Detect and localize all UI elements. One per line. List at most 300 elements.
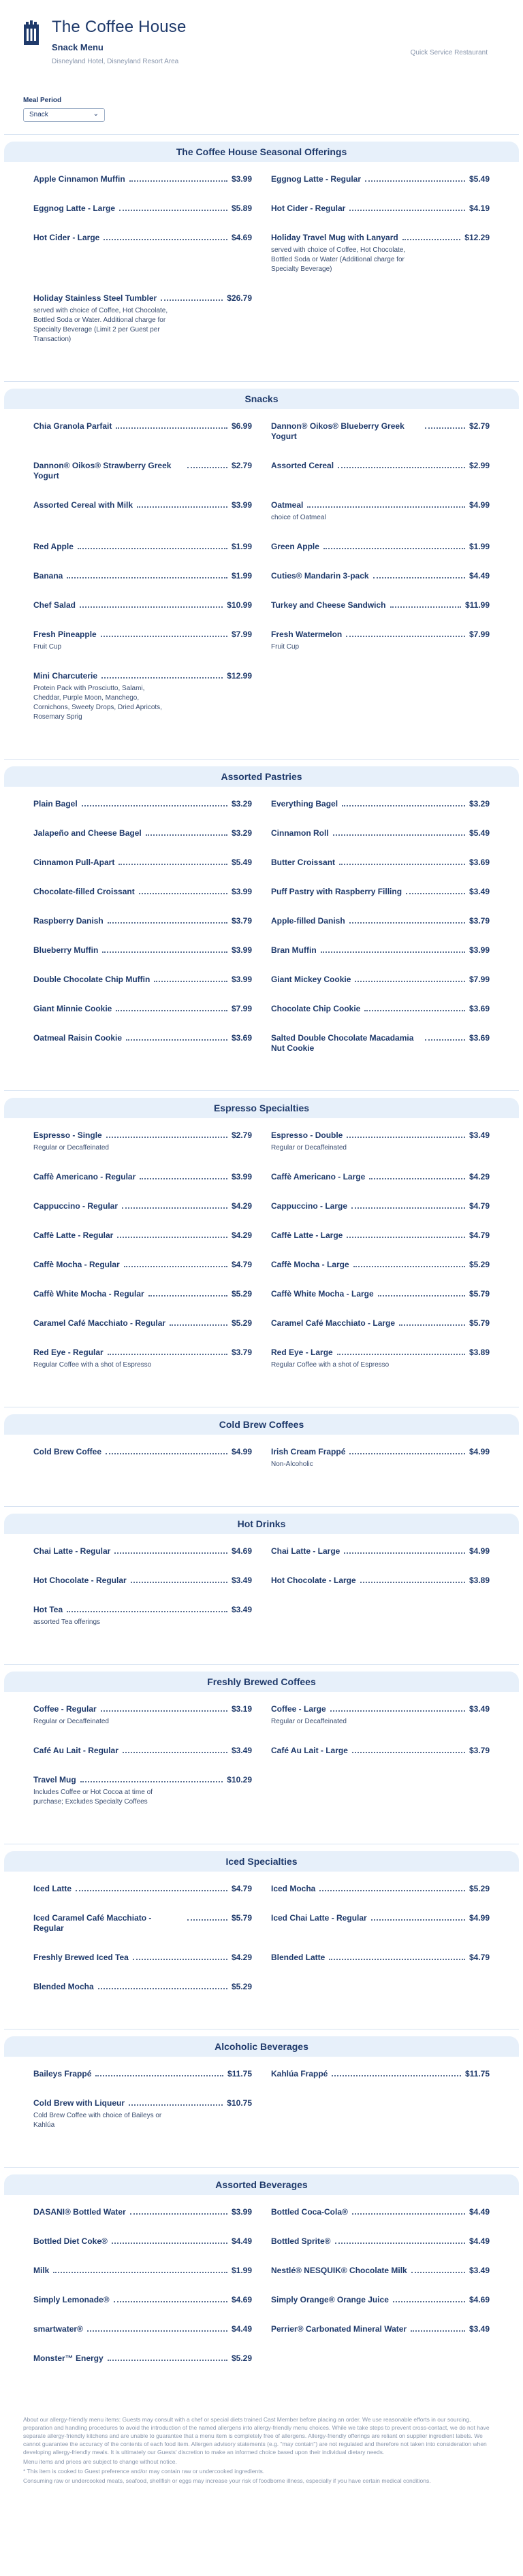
menu-item (271, 1576, 490, 1605)
menu-item-price: $3.79 (469, 1746, 490, 1755)
menu-item-name: Red Apple (33, 542, 74, 551)
menu-item (271, 975, 490, 1004)
menu-item-row (33, 828, 252, 838)
section-items (4, 1435, 519, 1494)
menu-item-price: $3.79 (231, 916, 252, 926)
menu-item-name: Red Eye - Regular (33, 1348, 104, 1357)
menu-item-row (33, 571, 252, 581)
menu-item-name: Cinnamon Roll (271, 828, 329, 838)
menu-item-row (33, 1953, 252, 1963)
menu-item-price: $4.49 (231, 2324, 252, 2334)
menu-item-price: $3.49 (231, 1746, 252, 1755)
menu-item-price: $10.75 (227, 2098, 252, 2108)
menu-item-row (33, 174, 252, 184)
menu-item-price: $3.49 (469, 1130, 490, 1140)
allergy-disclaimer (23, 2415, 500, 2485)
menu-item-row (33, 2266, 252, 2276)
menu-item-name: Chef Salad (33, 600, 76, 610)
menu-item-price: $10.99 (227, 600, 252, 610)
dot-leader (161, 293, 223, 301)
dot-leader (364, 1004, 465, 1011)
menu-item-name: Cold Brew with Liqueur (33, 2098, 125, 2108)
menu-item-row (271, 1704, 490, 1714)
dot-leader (78, 542, 227, 549)
menu-item-row (271, 2295, 490, 2305)
menu-item-name: Bran Muffin (271, 945, 317, 955)
menu-item (271, 1546, 490, 1576)
menu-item (271, 1172, 490, 1201)
menu-item-price: $4.29 (469, 1172, 490, 1181)
menu-item (33, 233, 252, 293)
dot-leader (323, 542, 465, 549)
dot-leader (139, 887, 227, 894)
menu-item-row (33, 1289, 252, 1299)
dot-leader (104, 233, 227, 240)
dot-leader (406, 887, 465, 894)
dot-leader (170, 1318, 227, 1326)
menu-item-price: $4.99 (469, 1546, 490, 1556)
section-items (4, 2195, 519, 2388)
section-items (4, 1872, 519, 2017)
menu-item-price: $1.99 (231, 542, 252, 551)
menu-item-price: $11.99 (464, 600, 490, 610)
dot-leader (330, 1704, 465, 1712)
menu-item-row (271, 174, 490, 184)
menu-item-name: Espresso - Single (33, 1130, 102, 1140)
menu-item-price: $4.79 (469, 1201, 490, 1211)
menu-item-row (33, 887, 252, 897)
dot-leader (87, 2324, 227, 2332)
menu-item-name: Assorted Cereal with Milk (33, 500, 133, 510)
menu-item (271, 1004, 490, 1033)
menu-item-row (33, 1884, 252, 1894)
menu-item (271, 799, 490, 828)
dot-leader (102, 945, 227, 953)
menu-item-row (33, 1348, 252, 1358)
menu-item (33, 203, 252, 233)
dot-leader (129, 2098, 223, 2106)
menu-item-name: Jalapeño and Cheese Bagel (33, 828, 142, 838)
dot-leader (425, 421, 465, 429)
menu-item-price: $4.29 (231, 1230, 252, 1240)
menu-item-name: Bottled Sprite® (271, 2236, 331, 2246)
menu-item-price: $3.99 (469, 945, 490, 955)
menu-item (33, 1704, 252, 1746)
restaurant-name: The Coffee House (52, 18, 187, 36)
menu-item-name: Iced Caramel Café Macchiato - Regular (33, 1913, 152, 1933)
menu-item-name: Dannon® Oikos® Blueberry Greek Yogurt (271, 421, 405, 441)
chevron-down-icon: ⌄ (93, 110, 99, 118)
menu-item-price: $3.49 (469, 2324, 490, 2334)
menu-section (4, 2029, 519, 2155)
dot-leader (337, 1348, 465, 1355)
dot-leader (339, 858, 465, 865)
dot-leader (114, 2295, 227, 2302)
menu-item (33, 1576, 252, 1605)
menu-item-row (33, 858, 252, 868)
menu-item-name: Cappuccino - Large (271, 1201, 348, 1211)
menu-item (33, 1546, 252, 1576)
menu-item-name: Puff Pastry with Raspberry Filling (271, 887, 402, 896)
menu-section (4, 134, 519, 369)
menu-item-description: Regular or Decaffeinated (271, 1144, 347, 1152)
menu-item-row (33, 2353, 252, 2364)
menu-item-row (33, 1982, 252, 1992)
menu-item-name: Milk (33, 2266, 50, 2275)
menu-item-description: Fruit Cup (33, 643, 62, 651)
dot-leader (342, 799, 465, 806)
menu-item-name: Hot Cider - Large (33, 233, 100, 242)
menu-item-price: $5.79 (469, 1289, 490, 1299)
menu-item-row (271, 421, 490, 442)
menu-item (33, 1004, 252, 1033)
menu-item-row (271, 1884, 490, 1894)
menu-item-row (271, 571, 490, 581)
menu-item-name: Nestlé® NESQUIK® Chocolate Milk (271, 2266, 407, 2275)
dot-leader (369, 1172, 465, 1179)
menu-section (4, 1844, 519, 2017)
menu-item-row (271, 542, 490, 552)
menu-item (33, 1447, 252, 1488)
menu-item-row (271, 203, 490, 214)
menu-item-row (271, 1260, 490, 1270)
menu-item-price: $4.69 (469, 2295, 490, 2304)
menu-section (4, 1506, 519, 1652)
menu-item-price: $3.79 (469, 916, 490, 926)
menu-item-description: choice of Oatmeal (271, 514, 326, 521)
menu-item-price: $3.29 (469, 799, 490, 809)
menu-item-price: $5.49 (469, 174, 490, 184)
menu-item (271, 828, 490, 858)
menu-item-row (33, 2207, 252, 2217)
menu-item (33, 799, 252, 828)
menu-item (33, 1130, 252, 1172)
menu-item-price: $4.69 (231, 1546, 252, 1556)
menu-item-price: $5.29 (231, 1318, 252, 1328)
menu-item-name: Holiday Stainless Steel Tumbler (33, 293, 157, 303)
menu-item-name: Caramel Café Macchiato - Regular (33, 1318, 166, 1328)
menu-item-name: Caffè White Mocha - Large (271, 1289, 374, 1299)
menu-item-price: $11.75 (227, 2069, 252, 2078)
menu-item-name: Chai Latte - Large (271, 1546, 340, 1556)
menu-item-name: Cold Brew Coffee (33, 1447, 102, 1456)
meal-period-filter (0, 97, 523, 122)
menu-item-price: $5.79 (469, 1318, 490, 1328)
menu-item-row (271, 600, 490, 610)
menu-item (33, 1172, 252, 1201)
menu-item-row (271, 2207, 490, 2217)
menu-item-row (33, 600, 252, 610)
dot-leader (126, 1033, 227, 1041)
menu-item (33, 2098, 252, 2149)
menu-item-name: Giant Mickey Cookie (271, 975, 351, 984)
menu-item-name: Chai Latte - Regular (33, 1546, 111, 1556)
dot-leader (329, 1953, 465, 1960)
menu-item-price: $7.99 (469, 630, 490, 639)
menu-item-price: $4.79 (231, 1884, 252, 1893)
menu-item (33, 1884, 252, 1913)
dot-leader (123, 1746, 227, 1753)
disclaimer-paragraph: About our allergy-friendly menu items: Guests may consult with a chef or special diets trained Cast Member before placing an order. We use reasonable efforts in our sourcing, preparation and handling procedures to avoid the introduction of the named allergens into allergy-friendly menu choices. While we take steps to prevent cross-contact, we do not have separate allergy-friendly kitchens and are unable to guarantee that a menu item is completely free of allergens. Allergy-friendly offerings are reliant on supplier ingredient labels. We cannot guarantee the accuracy of the contents of each food item. Allergen advisory statements (e.g. "may contain") are not regulated and therefore not taken into consideration when developing allergy-friendly meals. It is ultimately our Guests' discretion to make an informed choice based upon their individual dietary needs. (23, 2416, 490, 2456)
menu-section (4, 1090, 519, 1395)
menu-item-name: Baileys Frappé (33, 2069, 92, 2078)
menu-item-description: assorted Tea offerings (33, 1618, 101, 1626)
menu-item-price: $5.29 (231, 1289, 252, 1299)
menu-item (33, 461, 252, 500)
dot-leader (130, 2207, 227, 2215)
section-items (4, 1534, 519, 1652)
dot-leader (335, 2236, 465, 2244)
section-title: Snacks (4, 389, 519, 409)
dot-leader (307, 500, 465, 508)
menu-item-row (271, 799, 490, 809)
menu-item-price: $3.49 (469, 1704, 490, 1714)
menu-item (271, 1913, 490, 1953)
menu-item-name: Banana (33, 571, 63, 581)
dot-leader (118, 858, 227, 865)
menu-item (271, 174, 490, 203)
menu-item-description: Regular or Decaffeinated (271, 1718, 347, 1725)
menu-item-row (271, 1130, 490, 1141)
menu-item-row (271, 2324, 490, 2334)
menu-item-price: $3.69 (469, 1004, 490, 1013)
menu-item (271, 1130, 490, 1172)
menu-item-row (271, 1576, 490, 1586)
menu-item-name: Caramel Café Macchiato - Large (271, 1318, 396, 1328)
dot-leader (353, 1260, 465, 1267)
dot-leader (390, 600, 461, 608)
menu-item-name: Hot Chocolate - Large (271, 1576, 356, 1585)
dot-leader (402, 233, 461, 240)
menu-item-name: Caffè Latte - Regular (33, 1230, 114, 1240)
menu-item-description: Cold Brew Coffee with choice of Baileys or Kahlúa (33, 2112, 162, 2129)
dot-leader (117, 1230, 227, 1238)
dot-leader (425, 1033, 465, 1041)
dot-leader (347, 1230, 465, 1238)
menu-item (33, 630, 252, 671)
dot-leader (80, 600, 223, 608)
menu-item-row (271, 828, 490, 838)
menu-item-name: Bottled Coca-Cola® (271, 2207, 348, 2217)
meal-period-value: Snack (29, 111, 48, 118)
menu-item (33, 542, 252, 571)
menu-item (33, 1318, 252, 1348)
menu-item (271, 233, 490, 293)
menu-item-price: $3.49 (231, 1576, 252, 1585)
menu-item-name: Perrier® Carbonated Mineral Water (271, 2324, 407, 2334)
menu-item-price: $3.79 (231, 1348, 252, 1357)
menu-item (33, 1260, 252, 1289)
menu-item-price: $3.99 (231, 2207, 252, 2217)
menu-item (271, 2236, 490, 2266)
menu-section (4, 1407, 519, 1494)
menu-item-row (33, 233, 252, 243)
menu-item-price: $4.49 (469, 571, 490, 581)
menu-item-name: Apple-filled Danish (271, 916, 345, 926)
menu-item-price: $3.99 (231, 500, 252, 510)
section-title: Assorted Pastries (4, 766, 519, 787)
menu-item-row (33, 1576, 252, 1586)
dot-leader (101, 630, 227, 637)
dot-leader (411, 2266, 465, 2273)
section-title: The Coffee House Seasonal Offerings (4, 142, 519, 162)
restaurant-location: Disneyland Hotel, Disneyland Resort Area (52, 58, 179, 65)
disclaimer-paragraph: Consuming raw or undercooked meats, seafood, shellfish or eggs may increase your risk of foodborne illness, especially if you have certain medical conditions. (23, 2477, 431, 2484)
menu-item-row (271, 887, 490, 897)
menu-item (33, 600, 252, 630)
menu-item-row (33, 916, 252, 926)
dot-leader (332, 2069, 461, 2076)
menu-item (271, 1704, 490, 1746)
menu-item-price: $4.79 (469, 1953, 490, 1962)
menu-item-name: Oatmeal Raisin Cookie (33, 1033, 123, 1043)
menu-item-price: $3.69 (469, 1033, 490, 1043)
menu-item-row (271, 1746, 490, 1756)
dot-leader (140, 1172, 227, 1179)
menu-item-row (271, 1289, 490, 1299)
disclaimer-paragraph: * This item is cooked to Guest preference and/or may contain raw or undercooked ingredients. (23, 2468, 265, 2475)
dot-leader (116, 421, 227, 429)
menu-item-row (33, 1201, 252, 1211)
castle-logo-icon (23, 20, 39, 45)
menu-item-price: $5.29 (231, 1982, 252, 1991)
menu-item (271, 1953, 490, 1982)
menu-item-row (33, 421, 252, 431)
menu-item-row (33, 1704, 252, 1714)
menu-item-row (33, 1172, 252, 1182)
section-title: Hot Drinks (4, 1514, 519, 1534)
menu-item (271, 1318, 490, 1348)
menu-item-price: $3.89 (469, 1348, 490, 1357)
menu-item-row (33, 542, 252, 552)
menu-item (33, 1605, 252, 1646)
dot-leader (101, 671, 223, 679)
menu-item (33, 1289, 252, 1318)
dot-leader (333, 828, 465, 836)
dot-leader (80, 1775, 223, 1782)
menu-item-price: $2.79 (231, 461, 252, 470)
menu-item-price: $2.99 (469, 461, 490, 470)
menu-section (4, 381, 519, 747)
menu-item-row (33, 671, 252, 681)
menu-item-row (33, 799, 252, 809)
dot-leader (112, 2236, 227, 2244)
menu-item (33, 2207, 252, 2236)
menu-item-price: $6.99 (231, 421, 252, 431)
section-items (4, 2057, 519, 2155)
menu-item-price: $5.79 (231, 1913, 252, 1923)
menu-item-name: Café Au Lait - Large (271, 1746, 348, 1755)
menu-item-row (33, 293, 252, 304)
menu-item (271, 1033, 490, 1073)
menu-item-row (33, 2098, 252, 2108)
dot-leader (108, 2353, 227, 2361)
menu-item (33, 1201, 252, 1230)
dot-leader (187, 1913, 227, 1921)
dot-leader (76, 1884, 227, 1891)
section-items (4, 1118, 519, 1395)
meal-period-select[interactable] (23, 108, 105, 122)
menu-item-name: Coffee - Regular (33, 1704, 97, 1714)
menu-item-price: $5.29 (469, 1260, 490, 1269)
menu-item-name: Dannon® Oikos® Strawberry Greek Yogurt (33, 461, 172, 480)
menu-item-row (271, 945, 490, 956)
menu-item-price: $4.99 (469, 1447, 490, 1456)
menu-item-price: $5.49 (469, 828, 490, 838)
dot-leader (131, 1576, 227, 1583)
dot-leader (371, 1913, 465, 1921)
menu-item-name: Hot Chocolate - Regular (33, 1576, 127, 1585)
menu-item (33, 2353, 252, 2383)
menu-item-row (33, 1605, 252, 1615)
service-type: Quick Service Restaurant (410, 49, 488, 56)
menu-item-name: Double Chocolate Chip Muffin (33, 975, 150, 984)
section-title: Alcoholic Beverages (4, 2036, 519, 2057)
menu-item-row (271, 233, 490, 243)
menu-item-price: $3.29 (231, 828, 252, 838)
menu-item-price: $26.79 (227, 293, 252, 303)
menu-item (271, 600, 490, 630)
dot-leader (411, 2324, 465, 2332)
menu-item (33, 1746, 252, 1775)
menu-item-description: Regular Coffee with a shot of Espresso (271, 1361, 390, 1369)
menu-item-row (33, 2236, 252, 2247)
dot-leader (344, 1546, 465, 1554)
menu-item-row (271, 1546, 490, 1556)
menu-item (33, 293, 252, 363)
menu-item-row (33, 1775, 252, 1785)
menu-item-row (271, 916, 490, 926)
menu-item-description: served with choice of Coffee, Hot Chocolate, Bottled Soda or Water (Additional charge for Specialty Beverage) (271, 246, 406, 273)
menu-item-price: $1.99 (231, 571, 252, 581)
menu-item (33, 500, 252, 542)
menu-item (33, 858, 252, 887)
menu-item-name: Cinnamon Pull-Apart (33, 858, 115, 867)
menu-item (33, 1913, 252, 1953)
menu-item (271, 461, 490, 500)
menu-item-price: $4.69 (231, 233, 252, 242)
dot-leader (133, 1953, 227, 1960)
menu-item-row (33, 1004, 252, 1014)
menu-item (33, 1775, 252, 1826)
menu-item (33, 671, 252, 741)
menu-item-row (271, 1004, 490, 1014)
dot-leader (346, 630, 465, 637)
menu-item (271, 2324, 490, 2353)
menu-item-description: Non-Alcoholic (271, 1461, 313, 1468)
menu-item-price: $4.79 (469, 1230, 490, 1240)
menu-item-price: $3.49 (469, 887, 490, 896)
menu-item-row (271, 1172, 490, 1182)
menu-item-price: $3.99 (231, 1172, 252, 1181)
menu-item (33, 975, 252, 1004)
menu-item (271, 1746, 490, 1775)
menu-item-row (33, 2324, 252, 2334)
menu-item-name: DASANI® Bottled Water (33, 2207, 126, 2217)
menu-item-name: Plain Bagel (33, 799, 78, 809)
menu-item-price: $3.29 (231, 799, 252, 809)
menu-item-row (33, 1318, 252, 1328)
menu-item-row (33, 1130, 252, 1141)
menu-item-row (33, 2069, 252, 2079)
menu-item-row (33, 1447, 252, 1457)
menu-item-row (33, 203, 252, 214)
menu-item-description: Fruit Cup (271, 643, 300, 651)
dot-leader (338, 461, 465, 468)
menu-item-row (271, 2266, 490, 2276)
menu-item-name: Eggnog Latte - Regular (271, 174, 361, 184)
menu-item (33, 174, 252, 203)
